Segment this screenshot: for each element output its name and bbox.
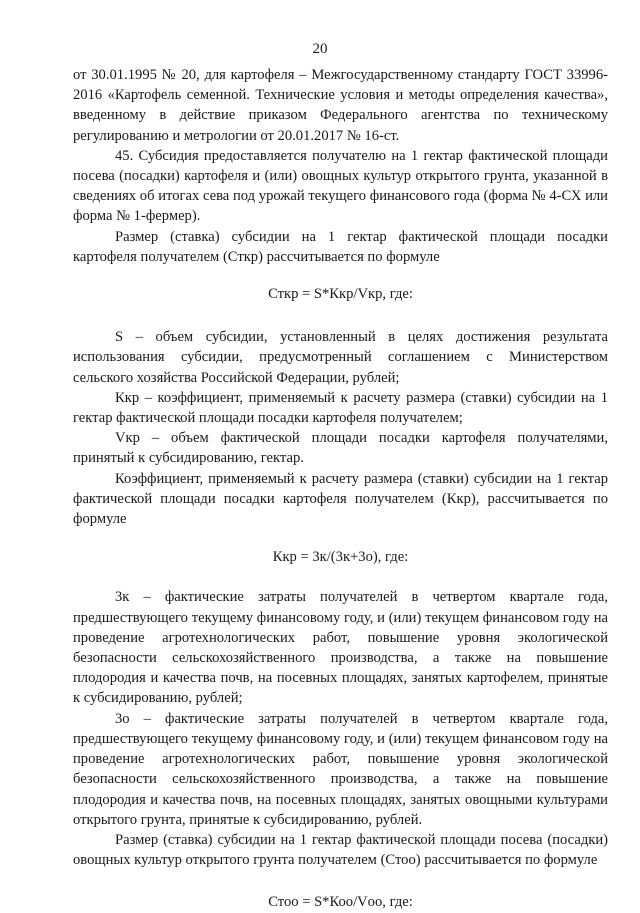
- paragraph-p2: 45. Субсидия предоставляется получателю на 1 гектар фактической площади посева (посадки) картофеля и (или) овощных культур открытого грунта, указанной в сведениях об итогах сева под урожай текущего финансового года (форма № 4-СХ или форма № 1-фермер).: [73, 147, 608, 225]
- paragraph-p3: Размер (ставка) субсидии на 1 гектар фактической площади посадки картофеля получателем (Сткр) рассчитывается по формуле: [73, 228, 608, 265]
- document-body: [73, 65, 608, 913]
- formula-f2: Ккр = 3к/(3к+3о), где:: [272, 549, 409, 566]
- formula-f1: Сткр = S*Ккр/Vкр, где:: [268, 286, 413, 303]
- paragraph-p4: S – объем субсидии, установленный в целях достижения результата использования субсидии, предусмотренный соглашением с Министерством сельского хозяйства Российской Федерации, рублей;: [73, 329, 608, 386]
- paragraph-p10: Размер (ставка) субсидии на 1 гектар фактической площади посева (посадки) овощных культур открытого грунта получателем (Стоо) рассчитывается по формуле: [73, 831, 608, 869]
- paragraph-p7: Коэффициент, применяемый к расчету размера (ставки) субсидии на 1 гектар фактической площади посадки картофеля получателем (Ккр), рассчитывается по формуле: [73, 470, 608, 528]
- paragraph-p8: 3к – фактические затраты получателей в четвертом квартале года, предшествующего текущему финансовому году, и (или) текущем финансовом году на проведение агротехнологических работ, повышение уровня экологической безопасности сельскохозяйственного производства, а также на повышение плодородия и качества почв, на посевных площадях, занятых картофелем, принятые к субсидированию, рублей;: [73, 589, 608, 707]
- page-number: 20: [312, 41, 328, 57]
- paragraph-p1: от 30.01.1995 № 20, для картофеля – Межгосударственному стандарту ГОСТ 33996-2016 «Картофель семенной. Технические условия и методы определения качества», введенному в действие приказом Федерального агентства по техническому регулированию и метрологии от 20.01.2017 № 16-ст.: [73, 67, 608, 144]
- paragraph-p6: Vкр – объем фактической площади посадки картофеля получателями, принятый к субсидированию, гектар.: [73, 430, 608, 467]
- paragraph-p9: 3о – фактические затраты получателей в четвертом квартале года, предшествующего текущему финансовому году, и (или) текущем финансовом году на проведение агротехнологических работ, повышение уровня экологической безопасности сельскохозяйственного производства, а также на повышение плодородия и качества почв, на посевных площадях, занятых овощными культурами открытого грунта, принятые к субсидированию, рублей.: [73, 710, 608, 828]
- paragraph-p5: Ккр – коэффициент, применяемый к расчету размера (ставки) субсидии на 1 гектар фактической площади посадки картофеля получателем;: [73, 389, 608, 427]
- formula-f3: Стоо = S*Коо/Vоо, где:: [268, 894, 413, 911]
